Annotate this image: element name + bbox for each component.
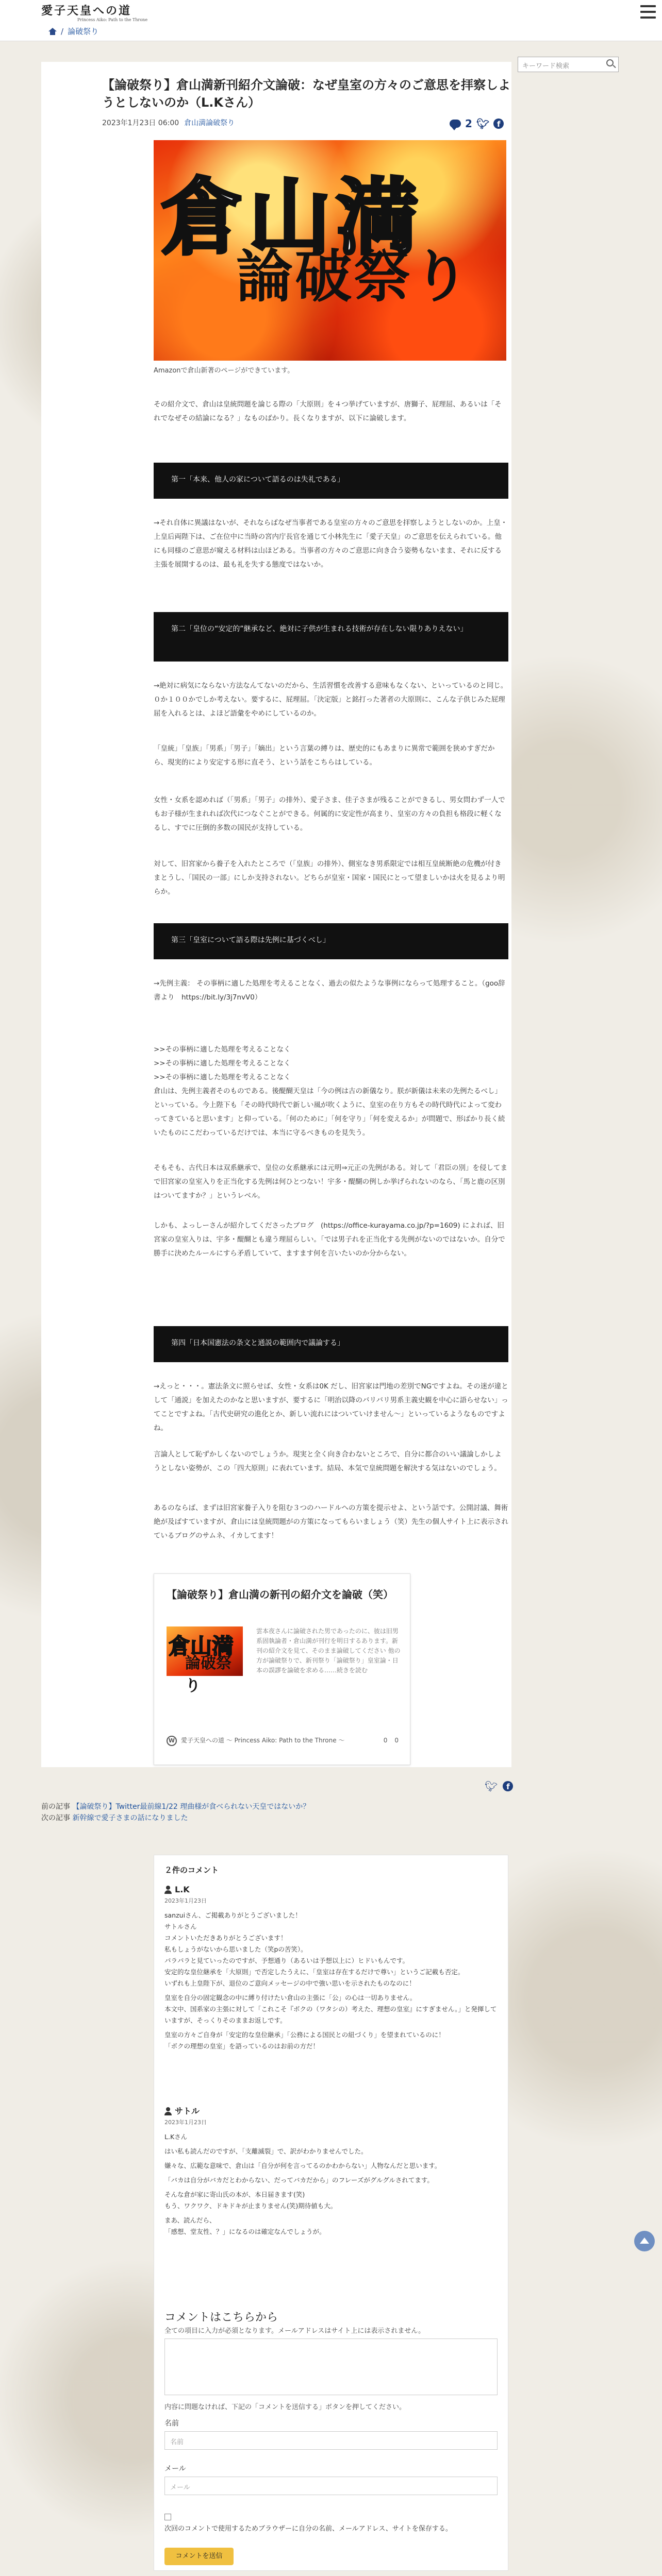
post-meta [102,117,235,128]
body-paragraph: その紹介文で、倉山は皇統問題を論じる際の「大原則」を４つ挙げていますが、唐獅子、屁理屈、あるいは「それでなぜその結論になる？」なものばかり。長くなりますが、以下に論破します。 [154,400,502,422]
post-title: 【論破祭り】倉山満新刊紹介文論破：なぜ皇室の方々のご意思を拝察しようとしないのか（L.Kさん） [102,78,510,110]
body-paragraph: あるのならば、まずは旧宮家養子入りを阻む３つのハードルへの方策を提示せよ、という話です。公開討議、舞術絶が及ばすていますが、倉山には皇統問題がの方策になってもらいましょう（笑）先生の個人サイト上に表示されているブログのサムネ、イカしてます！ [154,1504,508,1540]
comment-icon[interactable] [450,120,461,128]
embedded-post-card[interactable] [154,1573,410,1765]
comment-line: 「感想、堂友性、？」になるのは確定なんでしょうが。 [164,2228,326,2235]
comment-line: はい私も読んだのですが、「支離滅裂」で、訳がわかりませんでした。 [164,2147,368,2155]
user-icon [164,2107,172,2115]
embed-thumbnail-subtitle: 論破祭り [185,1654,231,1695]
comment-author [164,2106,499,2117]
share-bar-bottom [485,1780,513,1792]
save-info-checkbox[interactable] [164,2514,171,2520]
body-paragraph: 言論人として恥ずかしくないのでしょうか。現実と全く向き合わないところで、自分に都合のいい議論しかしようとしない姿勢が、この「四大原則」に表れています。結局、本気で皇統問題を解決する気はないのでしょう。 [154,1450,502,1472]
next-post-link[interactable]: 新幹線で愛子さまの話になりました [72,1814,188,1822]
body-paragraph: →えっと・・・。憲法条文に照らせば、女性・女系は0K だし、旧宮家は門地の差別でNGですよね。その迷が違として「通説」を加えたのかなと思いますが、要するに「明治以降のバリバリ男系主義史観を中心に語らせない」ってことですよね。「古代史研究の進化とか、新しい流れにはついていけません～」といっているようなものですよね。 [154,1382,508,1432]
embed-counts [384,1736,399,1745]
comment-author-name: L.K [175,1885,190,1894]
hero-image[interactable] [154,140,506,361]
menu-icon[interactable] [640,5,656,19]
breadcrumb-separator: / [61,26,64,36]
embed-thumbnail[interactable] [167,1626,243,1695]
hero-subtitle-text: 論破祭り [236,243,471,310]
comment-line: パラパラと見ていったのですが、予想通り（あるいは予想以上に）ヒドいもんです。 [164,1957,409,1964]
comment-line: 「バカは自分がバカだとわからない、だってバカだから」のフレーズがグルグルされてます。 [164,2176,434,2184]
principle-box: 第三「皇室について語る際は先例に基づくべし」 [154,923,508,959]
breadcrumb [48,26,98,37]
body-paragraph: →先例主義： その事柄に適した処理を考えることなく、過去の似たような事例にならって処理すること。（goo辞書より https://bit.ly/3j7nvV0） [154,979,505,1002]
site-header [0,0,662,41]
comment-line: 本文中、国系家の主張に対して「これこそ『ボクの（ワタシの）考えた、理想の皇室』にすぎません。」と発揮していますが、そっくりそのままお返しです。 [164,2005,497,2024]
hero-title-text: 倉山満 [161,169,424,266]
search-icon[interactable] [606,59,614,66]
comment-author-name: サトル [175,2106,200,2116]
comment-date[interactable]: 2023年1月23日 [164,1897,207,1904]
twitter-icon[interactable]: 🐦︎ [485,1780,498,1792]
comment-line: 安定的な皇位継承を「大原則」で否定したうえに、「皇室は存在するだけで尊い」というご記載も否定。 [164,1968,465,1976]
email-label: メール [164,2465,186,2473]
embed-source[interactable]: 愛子天皇への道 〜 Princess Aiko: Path to the Throne 〜 [181,1737,345,1744]
principle-box: 第四「日本国憲法の条文と通説の範囲内で議論する」 [154,1326,508,1362]
next-post-label: 次の記事 [41,1814,70,1822]
prev-post-link[interactable]: 【論破祭り】Twitter最前線1/22 理曲様が食べられない天皇ではないか？ [72,1803,310,1811]
body-paragraph: →絶対に病気にならない方法なんてないのだから、生活習慣を改善する意味もなくない、といっているのと同じ。０か１００かでしか考えない。要するに、屁理屈。「決定版」と銘打った著者の大原則に、こんな子供じみた屁理屈を入れるとは、よほど語彙をやめにしているのか。 [154,682,508,718]
post-date: 2023年1月23日 06:00 [102,119,179,127]
user-icon [164,1886,172,1894]
principle-box: 第一「本来、他人の家について語るのは失礼である」 [154,463,508,499]
name-label: 名前 [164,2419,179,2428]
site-logo-subtitle: Princess Aiko: Path to the Throne [77,18,148,22]
comment-line: いずれも上皇陛下が、退位のご意向メッセージの中で強い思いを示されたものなのに！ [164,1979,416,1987]
prev-post-label: 前の記事 [41,1803,70,1811]
facebook-icon[interactable]: f [493,118,504,129]
body-paragraph: 「皇統」「皇族」「男系」「男子」「嫡出」という言葉の縛りは、歴史的にもあまりに異常で範囲を狭めすぎだから、現実的により安定する形に直そう、という話をこちらはしている。 [154,744,495,767]
embed-like-count[interactable]: 0 [394,1737,399,1744]
search-input[interactable]: キーワード検索 [518,57,619,72]
comment-line: 私もしょうがないから思いました（笑pの苦笑）。 [164,1945,307,1953]
body-paragraph: 女性・女系を認めれば（「男系」「男子」の排外）、愛子さま、佳子さまが残ることができるし、男女問わず一人でもお子様が生まれれば次代につなぐことができる。何属的に安定性が高まり、皇室の方々の負担も格段に軽くなるし、すでに圧倒的多数の国民が支持している。 [154,796,505,832]
body-paragraph: そもそも、古代日本は双系継承で、皇位の女系継承には元明⇒元正の先例がある。対して「君臣の別」を侵してまで旧宮家の皇室入りを正当化する先例は何ひとつない！宇多・醍醐の例しか挙げられないのなら、「馬と鹿の区別はついてますか？」というレベル。 [154,1164,508,1200]
comment-line: 皇室を自分の固定観念の中に縛り付けたい倉山の主張に「公」の心は一切ありません。 [164,1994,417,2002]
embed-footer [167,1736,399,1746]
comment-line: まあ、読んだら、 [164,2216,216,2224]
comment-form-title: コメントはこちらから [164,2311,278,2324]
comment-form-instructions: 内容に問題なければ、下記の「コメントを送信する」ボタンを押してください。 [164,2403,406,2411]
comment-line: そんな倉が家に寄山氏の本が、本日届きます(笑) [164,2191,305,2198]
comments-header: ２件のコメント [164,1866,219,1875]
next-post [41,1812,310,1824]
name-field[interactable]: 名前 [164,2431,498,2450]
prev-post [41,1801,310,1812]
comment-line: コメントいただきありがとうございます！ [164,1934,287,1942]
comment-count[interactable]: 2 [465,117,472,130]
comment-line: 皇室の方々ご自身が「安定的な皇位継承」「公務による国民との紐づくり」を望まれているのに！ [164,2031,445,2039]
comment-author [164,1884,499,1895]
post-navigation [41,1801,310,1824]
scroll-to-top-button[interactable] [634,2231,655,2251]
twitter-icon[interactable]: 🐦︎ [476,117,490,130]
embed-title[interactable]: 【論破祭り】倉山満の新刊の紹介文を論破（笑） [167,1588,393,1601]
comment-textarea[interactable] [164,2338,498,2395]
comment-form-note: 全ての項目に入力が必須となります。メールアドレスはサイト上には表示されません。 [164,2327,425,2335]
embed-excerpt: 雲本夜さんに論破された男であったのに、彼は旧男系固執論者・倉山満が刊行を明日するあります。新刊の紹介文を見て、そのまま論破してください 他の方が論破祭りで、新刊祭り「論破祭り」皇室論・日本の誤謬を論破を求める……続きを読む [256,1628,401,1674]
wordpress-icon: W [167,1736,177,1746]
embed-thumbnail-title: 倉山満 [169,1634,234,1659]
email-field[interactable]: メール [164,2477,498,2495]
comment-item [164,2106,499,2238]
share-bar-top [450,117,504,130]
comment-line: L.Kさん [164,2133,188,2141]
comment-line: もう、ワクワク、ドキドキが止まりません(笑)期待値も大。 [164,2202,337,2210]
embed-comment-count[interactable]: 0 [383,1737,388,1744]
image-caption: Amazonで倉山新著のページができています。 [154,367,294,375]
save-info-label: 次回のコメントで使用するためブラウザーに自分の名前、メールアドレス、サイトを保存する。 [164,2525,452,2533]
facebook-icon[interactable]: f [503,1781,513,1791]
body-paragraph: 対して、旧宮家から養子を入れたところで（「皇族」の排外）、側室なき男系限定では相互皇統断絶の危機が付きまとうし、「国民の一部」にしか支持されない。どちらが皇室・国家・国民にとって望ましいかは火を見るより明らか。 [154,860,505,896]
comment-line: 「ボクの理想の皇室」を語っているのはお前の方だ！ [164,2042,320,2050]
body-paragraph: しかも、よっしーさんが紹介してくださったブログ (https://office-kurayama.co.jp/?p=1609) によれば、旧宮家の皇室入りは、宇多・醍醐とも違う理屈らしい。「では男子れを正当化する先例がないのではないか。自分で勝手に決めたルールにすら矛盾していて、ますます何を言いたいのか分からない。 [154,1222,505,1258]
post-category-link[interactable]: 倉山満論破祭り [184,119,235,127]
comment-line: sanzuiさん、ご掲載ありがとうございました！ [164,1911,302,1919]
comment-date[interactable]: 2023年1月23日 [164,2119,207,2126]
comment-item [164,1884,499,2052]
body-paragraph: →それ自体に異議はないが、それならばなぜ当事者である皇室の方々のご意思を拝察しようとしないのか。上皇・上皇后両陛下は、ご在位中に当時の宮内庁長官を通じて小林先生に「愛子天皇」のご意思を伝えられている。他にも同様のご意思が窺える材料は山ほどある。当事者の方々のご意思に向き合う姿勢もないまま、それに反する主張を展開するのは、最も礼を失する態度ではないか。 [154,519,508,569]
body-paragraph: >>その事柄に適した処理を考えることなく >>その事柄に適した処理を考えることなく >>その事柄に適した処理を考えることなく 倉山は、先例主義者そのものである。後醍醐天皇は「今の例は古の新儀なり。朕が新儀は未来の先例たるべし」といっている。今上陛下も「その時代時代で新しい風が吹くように、皇室の在り方もその時代時代によって変わってきていると思います」と仰っている。「何のために」「何を守り」「何を変えるか」が問題で、形ばかり長く続いたものにこだわっているだけでは、本当に守るべきものを見失う。 [154,1045,505,1137]
home-icon[interactable] [48,28,57,35]
submit-comment-button[interactable]: コメントを送信 [164,2548,234,2565]
breadcrumb-category-link[interactable]: 論破祭り [68,27,99,36]
comment-line: 嫌々な、広範な意味で、倉山は「自分が何を言ってるのかわからない」人物なんだと思います。 [164,2162,441,2170]
comment-line: サトルさん [164,1923,197,1930]
site-logo[interactable]: 愛子天皇への道 [41,4,132,18]
principle-box: 第二「皇位の“安定的”継承など、絶対に子供が生まれる技術が存在しない限りありえない」 [154,612,508,662]
comments-section [154,1855,508,2571]
